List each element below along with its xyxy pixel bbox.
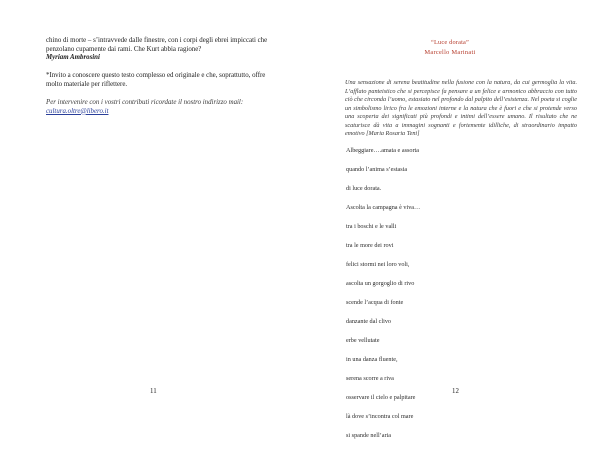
closing-text: chino di morte – s’intravvede dalle finestre, con i corpi degli ebrei impiccati che penzolano cupamente dai rami. Che Kurt abbia ragione? (46, 37, 268, 53)
poem-line: di luce dorata. (346, 185, 382, 192)
poem-author: Marcello Marinati (424, 49, 476, 56)
poem-line: felici stormi nei loro voli, (346, 261, 410, 268)
page-number-left: 11 (150, 388, 157, 395)
right-page (300, 0, 600, 439)
poem-line: serena scorre a riva (346, 375, 394, 382)
left-page (0, 0, 300, 424)
article-closing-paragraph (46, 37, 268, 63)
contact-paragraph (46, 99, 268, 116)
poem-line: Ascolta la campagna è viva… (346, 204, 421, 211)
poem-title: “Luce dorata” (430, 39, 470, 46)
poem-line: in una danza fluente, (346, 356, 398, 363)
review-author: Myriam Ambrosini (46, 54, 100, 62)
email-link[interactable]: cultura.oltre@libero.it (46, 107, 109, 115)
poem-line: scende l’acqua di fonte (346, 299, 404, 306)
poem-line: osservare il cielo e palpitare (346, 394, 416, 401)
poem-verses (346, 147, 576, 451)
poem-line: là dove s’incontra col mare (346, 413, 414, 420)
critical-introduction: Una sensazione di serena beatitudine nella fusione con la natura, da cui germoglia la vita. L’afflato panteistico che si percepisce fa pensare a un felice e armonico abbraccio con tutto ciò che circonda l’uomo, estasiato nel profondo dal palpito dell’esistenza. Nel poeta si coglie un simbolismo lirico fra le emozioni interne e la natura che è fuori e che si protende verso una scoperta dei significati più profondi e intimi dell’essere umano. Il risultato che ne scaturisce dà vita a immagini sognanti e fortemente idilliche, di straordinario impatto emotivo [Maria Rosaria Teni] (345, 79, 577, 137)
poem-line: danzante dal clivo (346, 318, 392, 325)
poem-line: quando l’anima s’estasia (346, 166, 408, 173)
poem-line: tra i boschi e le valli (346, 223, 397, 230)
poem-line: Albeggiare….amata e assorta (346, 147, 420, 154)
page-number-right: 12 (452, 388, 459, 395)
poem-line: tra le more dei rovi (346, 242, 394, 249)
contact-text: Per intervenire con i vostri contributi ricordate il nostro indirizzo mail: (46, 99, 244, 106)
footnote-paragraph: *Invito a conoscere questo testo complesso ed originale e che, soprattutto, offre molto materiale per riflettere. (46, 72, 266, 88)
poem-line: erbe vellutate (346, 337, 380, 344)
poem-line: si spande nell’aria (346, 432, 392, 439)
poem-line: ascolta un gorgoglio di rivo (346, 280, 415, 287)
